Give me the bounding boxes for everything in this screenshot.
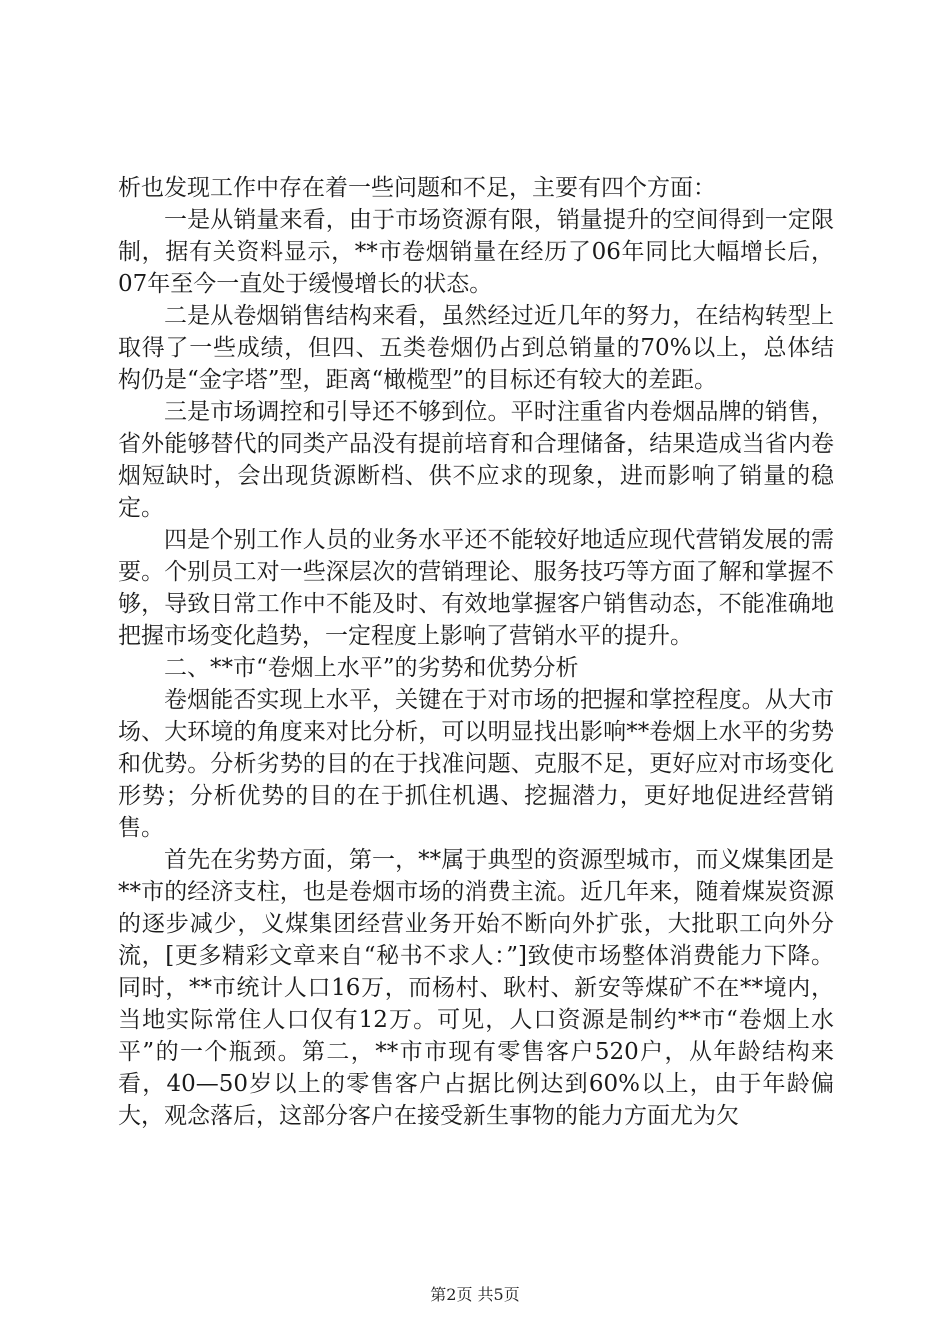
paragraph-2: 一是从销量来看，由于市场资源有限，销量提升的空间得到一定限制，据有关资料显示，**市卷烟销量在经历了06年同比大幅增长后，07年至今一直处于缓慢增长的状态。	[118, 207, 834, 297]
section-heading: 二、**市“卷烟上水平”的劣势和优势分析	[164, 655, 579, 681]
paragraph-3: 二是从卷烟销售结构来看，虽然经过近几年的努力，在结构转型上取得了一些成绩，但四、五类卷烟仍占到总销量的70%以上，总体结构仍是“金字塔”型，距离“橄榄型”的目标还有较大的差距。	[118, 303, 834, 393]
paragraph-8: 首先在劣势方面，第一，**属于典型的资源型城市，而义煤集团是**市的经济支柱，也是卷烟市场的消费主流。近几年来，随着煤炭资源的逐步减少，义煤集团经营业务开始不断向外扩张，大批职工向外分流，[更多精彩文章来自“秘书不求人：”]致使市场整体消费能力下降。同时，**市统计人口16万，而杨村、耿村、新安等煤矿不在**境内，当地实际常住人口仅有12万。可见，人口资源是制约**市“卷烟上水平”的一个瓶颈。第二，**市市现有零售客户520户，从年龄结构来看，40—50岁以上的零售客户占据比例达到60%以上，由于年龄偏大，观念落后，这部分客户在接受新生事物的能力方面尤为欠	[118, 847, 834, 1129]
paragraph-1: 析也发现工作中存在着一些问题和不足，主要有四个方面：	[118, 175, 716, 201]
document-body	[118, 172, 834, 1132]
paragraph-5: 四是个别工作人员的业务水平还不能较好地适应现代营销发展的需要。个别员工对一些深层次的营销理论、服务技巧等方面了解和掌握不够，导致日常工作中不能及时、有效地掌握客户销售动态，不能准确地把握市场变化趋势，一定程度上影响了营销水平的提升。	[118, 527, 834, 649]
paragraph-4: 三是市场调控和引导还不够到位。平时注重省内卷烟品牌的销售，省外能够替代的同类产品没有提前培育和合理储备，结果造成当省内卷烟短缺时，会出现货源断档、供不应求的现象，进而影响了销量的稳定。	[118, 399, 834, 521]
paragraph-7: 卷烟能否实现上水平，关键在于对市场的把握和掌控程度。从大市场、大环境的角度来对比分析，可以明显找出影响**卷烟上水平的劣势和优势。分析劣势的目的在于找准问题、克服不足，更好应对市场变化形势；分析优势的目的在于抓住机遇、挖掘潜力，更好地促进经营销售。	[118, 687, 834, 841]
page-footer: 第2页 共5页	[430, 1285, 520, 1304]
